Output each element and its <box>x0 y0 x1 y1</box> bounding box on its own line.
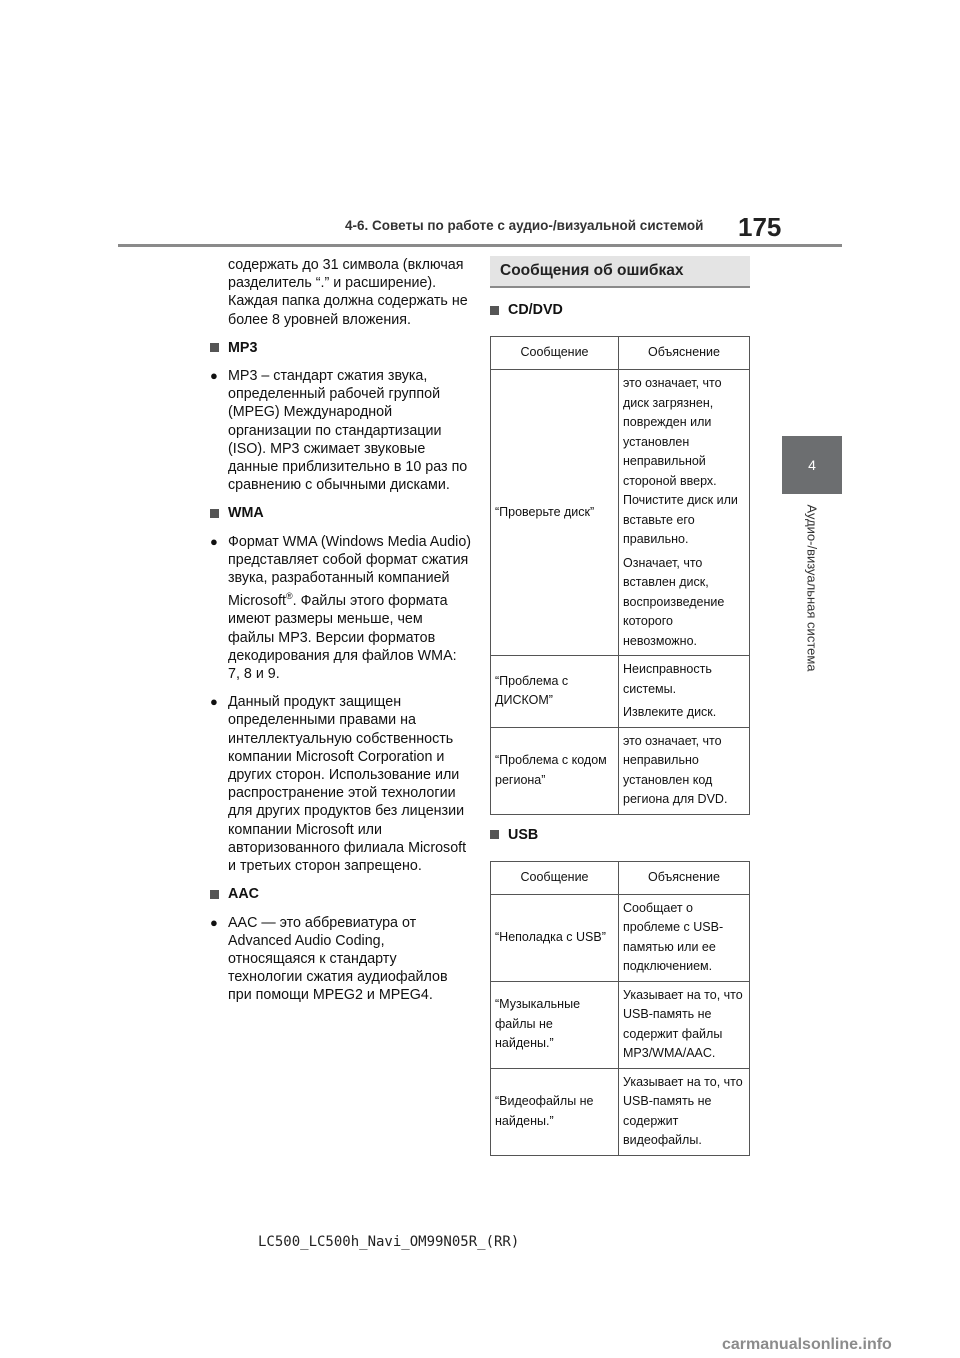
explanation-cell <box>619 894 750 981</box>
bullet-dot-icon: ● <box>210 368 218 384</box>
column-header-explanation: Объяснение <box>619 337 750 370</box>
aac-heading <box>210 885 472 903</box>
bullet-dot-icon: ● <box>210 533 218 549</box>
square-bullet-icon <box>210 890 219 899</box>
explanation-text: Указывает на то, что USB-память не содержит видеофайлы. <box>623 1074 743 1147</box>
watermark: carmanualsonline.info <box>722 1336 892 1353</box>
table-row <box>491 981 750 1068</box>
aac-bullet-text: AAC — это аббревиатура от Advanced Audio Coding, относящаяся к стандарту технологии сжатия аудиофайлов при помощи MPEG2 и MPEG4. <box>228 914 448 1004</box>
header-divider <box>118 244 842 247</box>
header-section-title: 4-6. Советы по работе с аудио-/визуальной системой <box>345 218 704 233</box>
page-number: 175 <box>738 212 782 242</box>
square-bullet-icon <box>490 830 499 839</box>
chapter-title-vertical: Аудио-/визуальная система <box>804 504 820 672</box>
wma-bullet-1-part1: Формат WMA (Windows Media Audio) представляет собой формат сжатия звука, разработанный компанией Microsoft <box>228 533 472 610</box>
wma-bullet-1-text <box>228 533 472 684</box>
explanation-cell <box>619 981 750 1068</box>
usb-heading <box>490 823 750 847</box>
usb-error-table <box>490 861 750 1156</box>
explanation-cell <box>619 656 750 728</box>
manual-code: LC500_LC500h_Navi_OM99N05R_(RR) <box>258 1234 520 1250</box>
message-cell: “Проблема с ДИСКОМ” <box>491 656 619 728</box>
wma-bullet-1 <box>210 533 472 684</box>
cd-dvd-heading-text: CD/DVD <box>508 302 563 318</box>
registered-mark: ® <box>286 591 293 602</box>
explanation-cell <box>619 1068 750 1155</box>
chapter-number: 4 <box>808 457 816 473</box>
column-header-message: Сообщение <box>491 337 619 370</box>
wma-bullet-2 <box>210 693 472 875</box>
bullet-dot-icon: ● <box>210 914 218 930</box>
mp3-bullet <box>210 367 472 494</box>
message-cell: “Видеофайлы не найдены.” <box>491 1068 619 1155</box>
square-bullet-icon <box>210 509 219 518</box>
table-row <box>491 656 750 728</box>
explanation-text: Означает, что вставлен диск, воспроизведение которого невозможно. <box>623 555 725 648</box>
mp3-bullet-text: MP3 – стандарт сжатия звука, определенный рабочей группой (MPEG) Международной организации по стандартизации (ISO). MP3 сжимает звуковые данные приблизительно в 10 раз по сравнению с обычными дисками. <box>228 368 468 494</box>
table-header-row <box>491 337 750 370</box>
mp3-heading-text: MP3 <box>228 339 258 356</box>
message-cell: “Музыкальные файлы не найдены.” <box>491 981 619 1068</box>
explanation-cell <box>619 370 750 656</box>
wma-heading-text: WMA <box>228 505 264 522</box>
wma-heading <box>210 504 472 522</box>
explanation-text: Неисправность системы. <box>623 662 712 696</box>
explanation-text: это означает, что диск загрязнен, поврежден или установлен неправильной стороной вверх. Почистите диск или вставьте его правильно. <box>623 376 738 546</box>
bullet-dot-icon: ● <box>210 694 218 710</box>
column-header-explanation: Объяснение <box>619 861 750 894</box>
table-header-row <box>491 861 750 894</box>
mp3-heading <box>210 339 472 357</box>
table-row <box>491 1068 750 1155</box>
square-bullet-icon <box>210 343 219 352</box>
explanation-text: Извлеките диск. <box>623 705 717 719</box>
cd-dvd-heading <box>490 298 750 322</box>
table-row <box>491 370 750 656</box>
wma-bullet-2-text: Данный продукт защищен определенными правами на интеллектуальную собственность компании Microsoft Corporation и других сторон. Использование или распространение этой технологии для других продуктов без лицензии компании Microsoft или авторизованного филиала Microsoft и третьих сторон запрещено. <box>228 694 467 875</box>
square-bullet-icon <box>490 306 499 315</box>
explanation-text: Сообщает о проблеме с USB-памятью или ее подключением. <box>623 900 724 973</box>
wma-bullet-1-part2: . Файлы этого формата имеют размеры меньше, чем файлы MP3. Версии форматов декодирования для файлов WMA: 7, 8 и 9. <box>228 593 457 683</box>
right-column <box>490 256 750 1156</box>
table-row <box>491 727 750 814</box>
error-messages-title: Сообщения об ошибках <box>490 256 750 288</box>
intro-paragraph: содержать до 31 символа (включая разделитель “.” и расширение). Каждая папка должна содержать не более 8 уровней вложения. <box>228 257 468 328</box>
explanation-text: это означает, что неправильно установлен код региона для DVD. <box>623 733 728 806</box>
table-row <box>491 894 750 981</box>
message-cell: “Неполадка с USB” <box>491 894 619 981</box>
aac-heading-text: AAC <box>228 886 259 903</box>
cd-dvd-error-table <box>490 336 750 815</box>
explanation-cell <box>619 727 750 814</box>
left-column <box>210 256 472 1005</box>
message-cell: “Проблема с кодом региона” <box>491 727 619 814</box>
explanation-text: Указывает на то, что USB-память не содержит файлы MP3/WMA/AAC. <box>623 987 743 1060</box>
usb-heading-text: USB <box>508 826 539 843</box>
chapter-tab <box>782 436 842 494</box>
column-header-message: Сообщение <box>491 861 619 894</box>
aac-bullet <box>210 914 472 1005</box>
message-cell: “Проверьте диск” <box>491 370 619 656</box>
